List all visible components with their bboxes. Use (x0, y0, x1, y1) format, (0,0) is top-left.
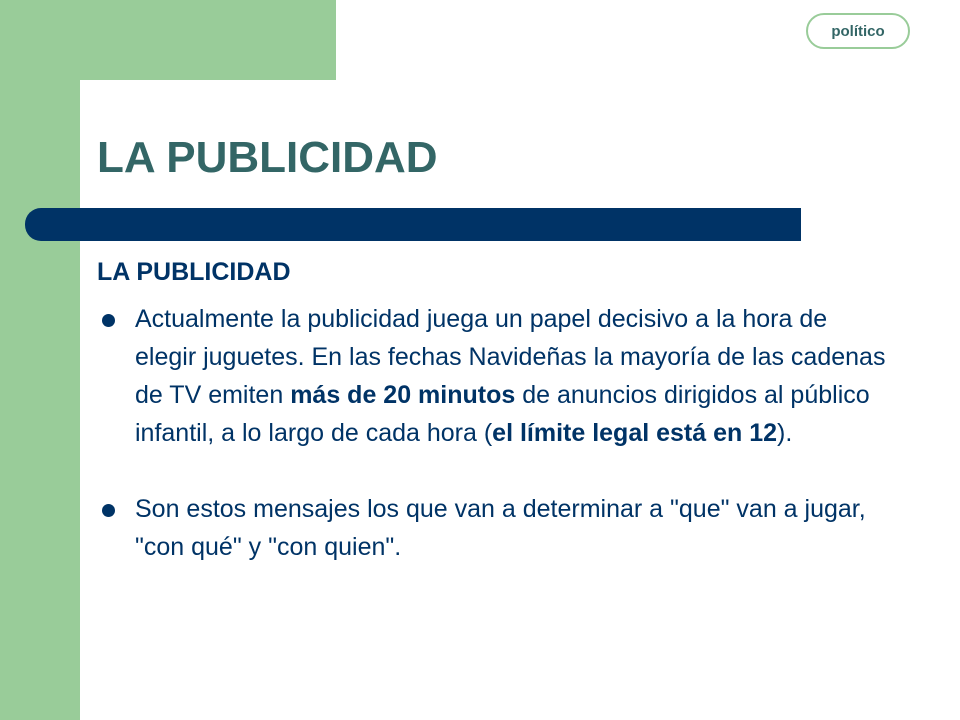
bullet-dot-icon (102, 504, 115, 517)
bullet-dot-icon (102, 314, 115, 327)
top-accent-band (0, 0, 336, 80)
slide-title: LA PUBLICIDAD (97, 133, 438, 182)
title-underline-bar (25, 208, 801, 241)
politico-tag-button[interactable] (806, 13, 910, 49)
left-accent-band (0, 0, 80, 720)
bullet-text (135, 300, 887, 452)
slide-subtitle: LA PUBLICIDAD (97, 258, 291, 286)
bullet-text-segment: de anuncios dirigidos al público infantil, a lo largo de cada hora ( (135, 381, 870, 447)
bullet-list (97, 300, 887, 566)
tag-label: político (831, 22, 885, 40)
slide-body (97, 254, 887, 604)
bullet-text-emphasis: el límite legal está en 12 (492, 419, 778, 447)
bullet-text: Son estos mensajes los que van a determinar a "que" van a jugar, "con qué" y "con quien". (135, 495, 866, 561)
bullet-text-segment: Actualmente la publicidad juega un papel decisivo a la hora de elegir juguetes. En las fechas Navideñas la mayoría de las cadenas de TV emiten (135, 305, 886, 409)
bullet-item-messages (97, 490, 887, 566)
bullet-text-emphasis: más de 20 minutos (290, 381, 516, 409)
bullet-text-segment: ). (777, 419, 793, 447)
bullet-item-advertising-role (97, 300, 887, 452)
